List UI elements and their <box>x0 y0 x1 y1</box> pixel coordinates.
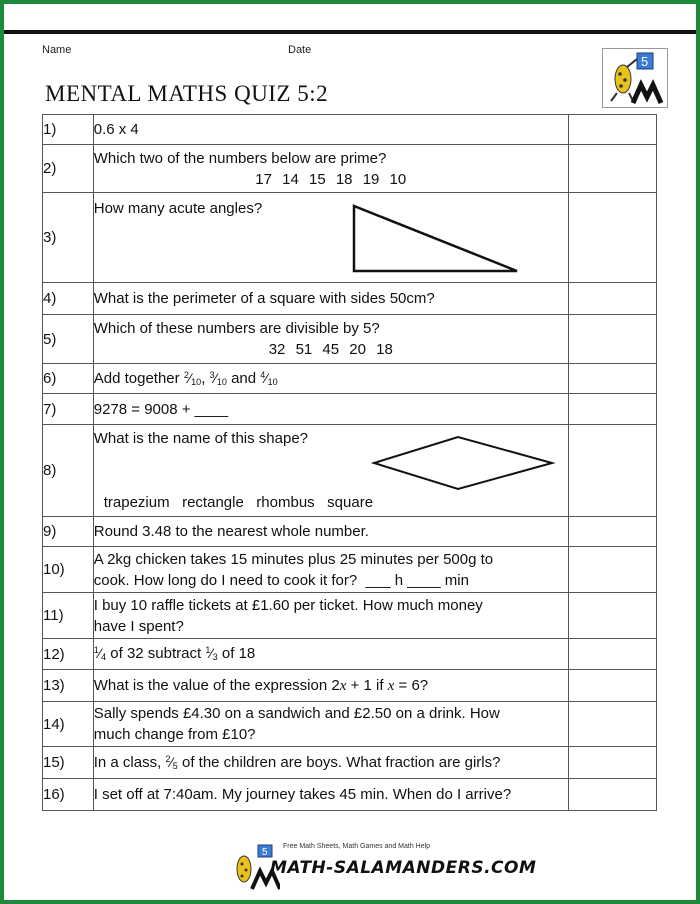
question-row <box>43 779 657 811</box>
question-row <box>43 193 657 283</box>
question-text: Add together $^2⁄_{10}$, $^3⁄_{10}$ and $^4⁄_{10}$ <box>93 364 568 394</box>
triangle-shape <box>349 203 524 275</box>
logo-badge-number: 5 <box>641 54 649 69</box>
answer-box[interactable] <box>568 517 656 547</box>
question-number: 1) <box>43 115 94 145</box>
rhombus-shape <box>370 433 556 493</box>
question-text: $^1⁄_4$ of 32 subtract $^1⁄_3$ of 18 <box>93 639 568 670</box>
answer-box[interactable] <box>568 779 656 811</box>
answer-box[interactable] <box>568 115 656 145</box>
question-number: 7) <box>43 394 94 425</box>
question-text: I buy 10 raffle tickets at £1.60 per ticket. How much money have I spent? <box>93 593 568 639</box>
question-row <box>43 670 657 702</box>
answer-box[interactable] <box>568 702 656 747</box>
question-number: 3) <box>43 193 94 283</box>
question-number: 12) <box>43 639 94 670</box>
question-row <box>43 394 657 425</box>
footer-brand[interactable]: MATH-SALAMANDERS.COM <box>270 858 537 878</box>
question-row <box>43 115 657 145</box>
fraction: $^1⁄_3$ <box>205 645 218 662</box>
question-text: Which two of the numbers below are prime? 17 14 15 18 19 10 <box>93 145 568 193</box>
answer-box[interactable] <box>568 670 656 702</box>
number-list: 17 14 15 18 19 10 <box>255 170 407 188</box>
question-row <box>43 593 657 639</box>
question-row <box>43 425 657 517</box>
question-text: What is the name of this shape? trapezium rectangle rhombus square <box>93 425 568 517</box>
answer-box[interactable] <box>568 315 656 364</box>
footer-badge-number: 5 <box>262 847 268 858</box>
question-row <box>43 145 657 193</box>
answer-box[interactable] <box>568 145 656 193</box>
question-text: How many acute angles? <box>93 193 568 283</box>
question-number: 16) <box>43 779 94 811</box>
question-row <box>43 517 657 547</box>
question-number: 15) <box>43 747 94 779</box>
question-text: 0.6 x 4 <box>93 115 568 145</box>
question-text: Round 3.48 to the nearest whole number. <box>93 517 568 547</box>
answer-box[interactable] <box>568 593 656 639</box>
question-text: 9278 = 9008 + ____ <box>93 394 568 425</box>
salamander-logo <box>602 48 668 108</box>
question-text: What is the value of the expression 2x + 1 if x = 6? <box>93 670 568 702</box>
salamander-logo-icon <box>603 49 667 107</box>
fraction: $^4⁄_{10}$ <box>260 369 278 387</box>
question-number: 5) <box>43 315 94 364</box>
footer-tagline: Free Math Sheets, Math Games and Math Help <box>283 843 431 850</box>
question-row <box>43 639 657 670</box>
question-row <box>43 547 657 593</box>
name-label: Name <box>42 44 72 56</box>
date-label: Date <box>288 44 312 56</box>
page-title: MENTAL MATHS QUIZ 5:2 <box>45 81 329 106</box>
fraction: $^2⁄_{10}$ <box>183 369 202 387</box>
question-number: 9) <box>43 517 94 547</box>
question-text: In a class, $^2⁄_5$ of the children are boys. What fraction are girls? <box>93 747 568 779</box>
answer-box[interactable] <box>568 193 656 283</box>
question-text: Sally spends £4.30 on a sandwich and £2.50 on a drink. How much change from £10? <box>93 702 568 747</box>
fraction: $^2⁄_5$ <box>165 753 178 771</box>
question-number: 6) <box>43 364 94 394</box>
question-number: 8) <box>43 425 94 517</box>
answer-box[interactable] <box>568 394 656 425</box>
question-row <box>43 702 657 747</box>
question-row <box>43 283 657 315</box>
question-row <box>43 747 657 779</box>
question-text: A 2kg chicken takes 15 minutes plus 25 minutes per 500g to cook. How long do I need to cook it for? ___ h ____ min <box>93 547 568 593</box>
answer-box[interactable] <box>568 639 656 670</box>
question-text: Which of these numbers are divisible by 5? 32 51 45 20 18 <box>93 315 568 364</box>
number-list: 32 51 45 20 18 <box>268 341 393 358</box>
question-number: 2) <box>43 145 94 193</box>
answer-box[interactable] <box>568 547 656 593</box>
question-number: 10) <box>43 547 94 593</box>
question-number: 13) <box>43 670 94 702</box>
answer-box[interactable] <box>568 283 656 315</box>
question-text: I set off at 7:40am. My journey takes 45 min. When do I arrive? <box>93 779 568 811</box>
question-number: 4) <box>43 283 94 315</box>
question-row <box>43 315 657 364</box>
answer-box[interactable] <box>568 364 656 394</box>
question-row <box>43 364 657 394</box>
quiz-table <box>42 114 657 811</box>
answer-box[interactable] <box>568 747 656 779</box>
question-number: 11) <box>43 593 94 639</box>
question-text: What is the perimeter of a square with sides 50cm? <box>93 283 568 315</box>
fraction: $^3⁄_{10}$ <box>209 369 227 387</box>
top-rule <box>4 30 696 34</box>
question-number: 14) <box>43 702 94 747</box>
answer-box[interactable] <box>568 425 656 517</box>
shape-options: trapezium rectangle rhombus square <box>103 494 374 511</box>
fraction: $^1⁄_4$ <box>93 645 107 662</box>
